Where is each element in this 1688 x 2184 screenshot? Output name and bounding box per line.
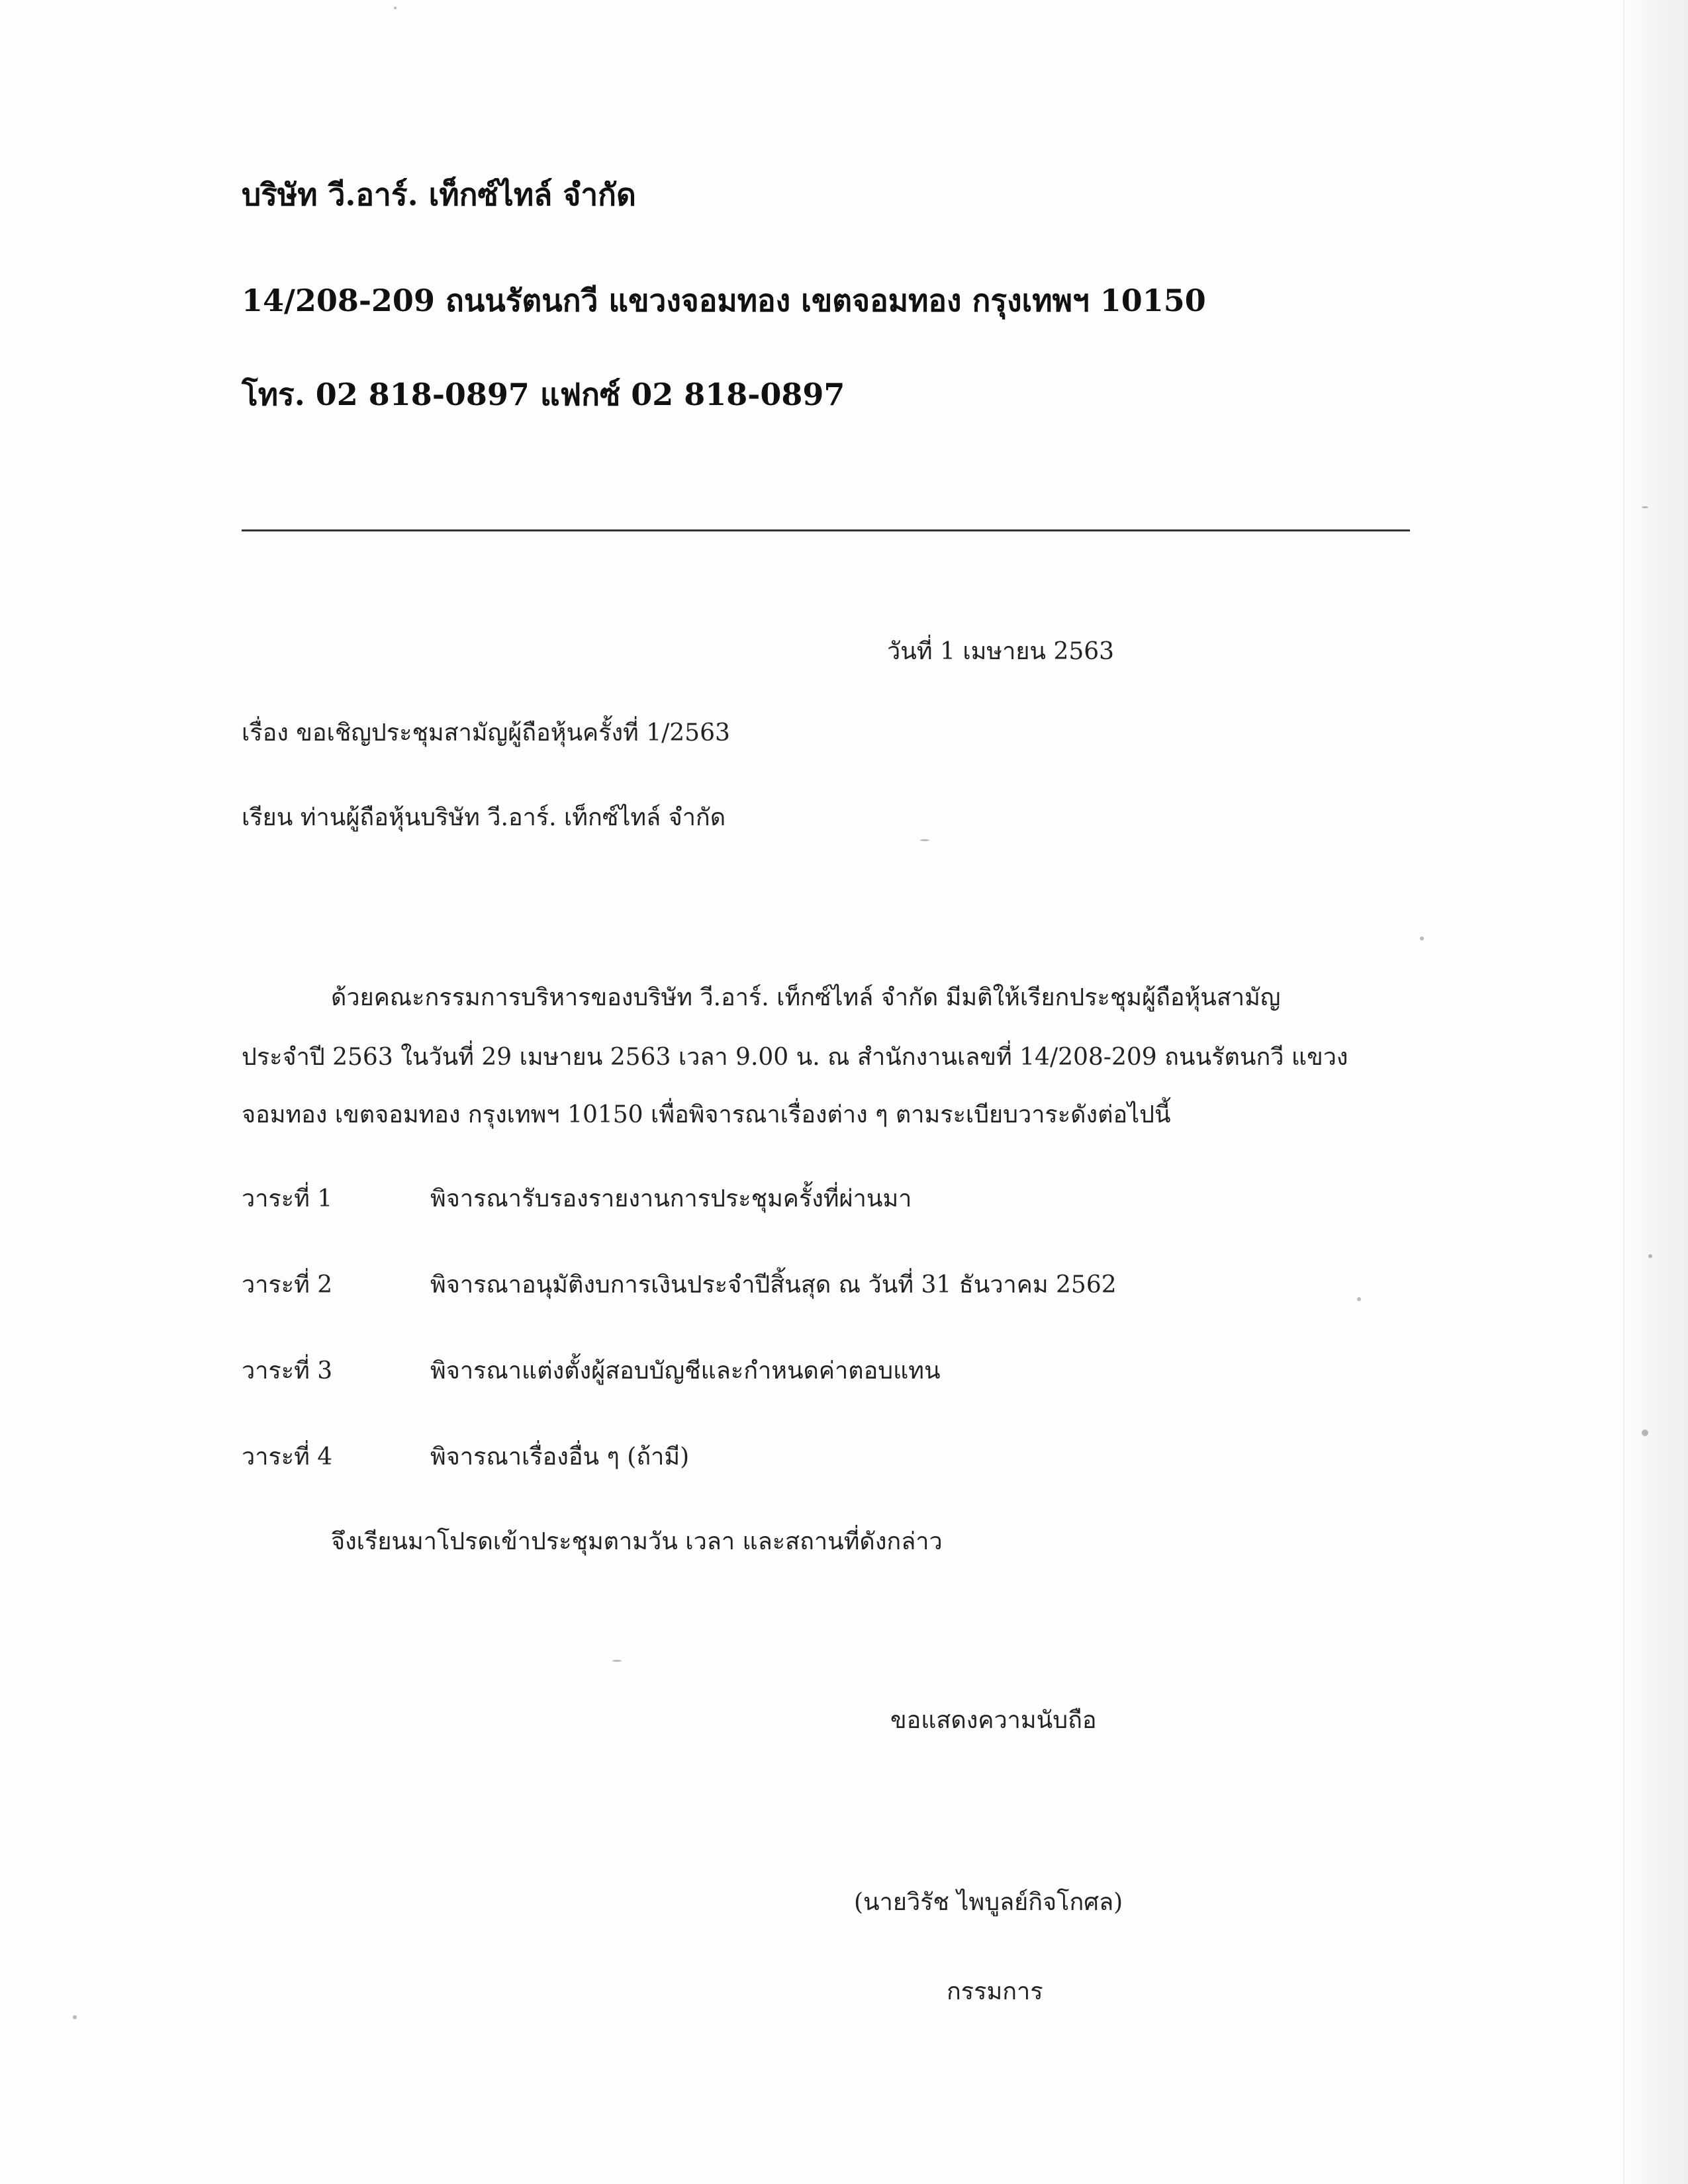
- scan-speck: [612, 1660, 622, 1662]
- letter-subject: เรื่อง ขอเชิญประชุมสามัญผู้ถือหุ้นครั้งที่ 1/2563: [242, 719, 730, 747]
- company-address: 14/208-209 ถนนรัตนกวี แขวงจอมทอง เขตจอมทอง กรุงเทพฯ 10150: [242, 283, 1206, 318]
- letterhead-divider: [242, 529, 1410, 531]
- agenda-number-1: วาระที่ 1: [242, 1185, 333, 1212]
- agenda-number-4: วาระที่ 4: [242, 1443, 333, 1471]
- agenda-text-1: พิจารณารับรองรายงานการประชุมครั้งที่ผ่านมา: [430, 1185, 912, 1212]
- letter-date: วันที่ 1 เมษายน 2563: [887, 638, 1115, 665]
- agenda-number-2: วาระที่ 2: [242, 1271, 333, 1298]
- scan-edge-shadow: [1625, 0, 1688, 2184]
- company-contact: โทร. 02 818-0897 แฟกซ์ 02 818-0897: [242, 377, 845, 412]
- signatory-title: กรรมการ: [947, 1978, 1043, 2005]
- scan-speck: [920, 839, 929, 841]
- scan-speck: [1648, 1254, 1652, 1258]
- closing-invitation: จึงเรียนมาโปรดเข้าประชุมตามวัน เวลา และสถานที่ดังกล่าว: [331, 1528, 943, 1555]
- scan-speck: [1642, 506, 1648, 508]
- closing-phrase: ขอแสดงความนับถือ: [890, 1707, 1097, 1734]
- agenda-number-3: วาระที่ 3: [242, 1357, 333, 1385]
- scan-speck: [1642, 1430, 1648, 1436]
- body-line-1: ด้วยคณะกรรมการบริหารของบริษัท วี.อาร์. เท็กซ์ไทล์ จำกัด มีมติให้เรียกประชุมผู้ถือหุ้นสามัญ: [331, 984, 1281, 1011]
- body-line-2: ประจำปี 2563 ในวันที่ 29 เมษายน 2563 เวลา 9.00 น. ณ สำนักงานเลขที่ 14/208-209 ถนนรัตนกวี แขวง: [242, 1044, 1348, 1071]
- scan-speck: [1420, 936, 1424, 940]
- scan-speck: [394, 7, 397, 9]
- letter-salutation: เรียน ท่านผู้ถือหุ้นบริษัท วี.อาร์. เท็กซ์ไทล์ จำกัด: [242, 804, 726, 831]
- scan-speck: [73, 2015, 77, 2019]
- agenda-text-3: พิจารณาแต่งตั้งผู้สอบบัญชีและกำหนดค่าตอบแทน: [430, 1357, 941, 1385]
- agenda-text-2: พิจารณาอนุมัติงบการเงินประจำปีสิ้นสุด ณ วันที่ 31 ธันวาคม 2562: [430, 1271, 1117, 1298]
- scan-speck: [1357, 1297, 1361, 1301]
- signatory-name: (นายวิรัช ไพบูลย์กิจโกศล): [854, 1889, 1123, 1916]
- body-line-3: จอมทอง เขตจอมทอง กรุงเทพฯ 10150 เพื่อพิจารณาเรื่องต่าง ๆ ตามระเบียบวาระดังต่อไปนี้: [242, 1101, 1171, 1128]
- scan-edge-line: [1623, 0, 1624, 2184]
- company-name: บริษัท วี.อาร์. เท็กซ์ไทล์ จำกัด: [242, 177, 636, 212]
- agenda-text-4: พิจารณาเรื่องอื่น ๆ (ถ้ามี): [430, 1443, 690, 1471]
